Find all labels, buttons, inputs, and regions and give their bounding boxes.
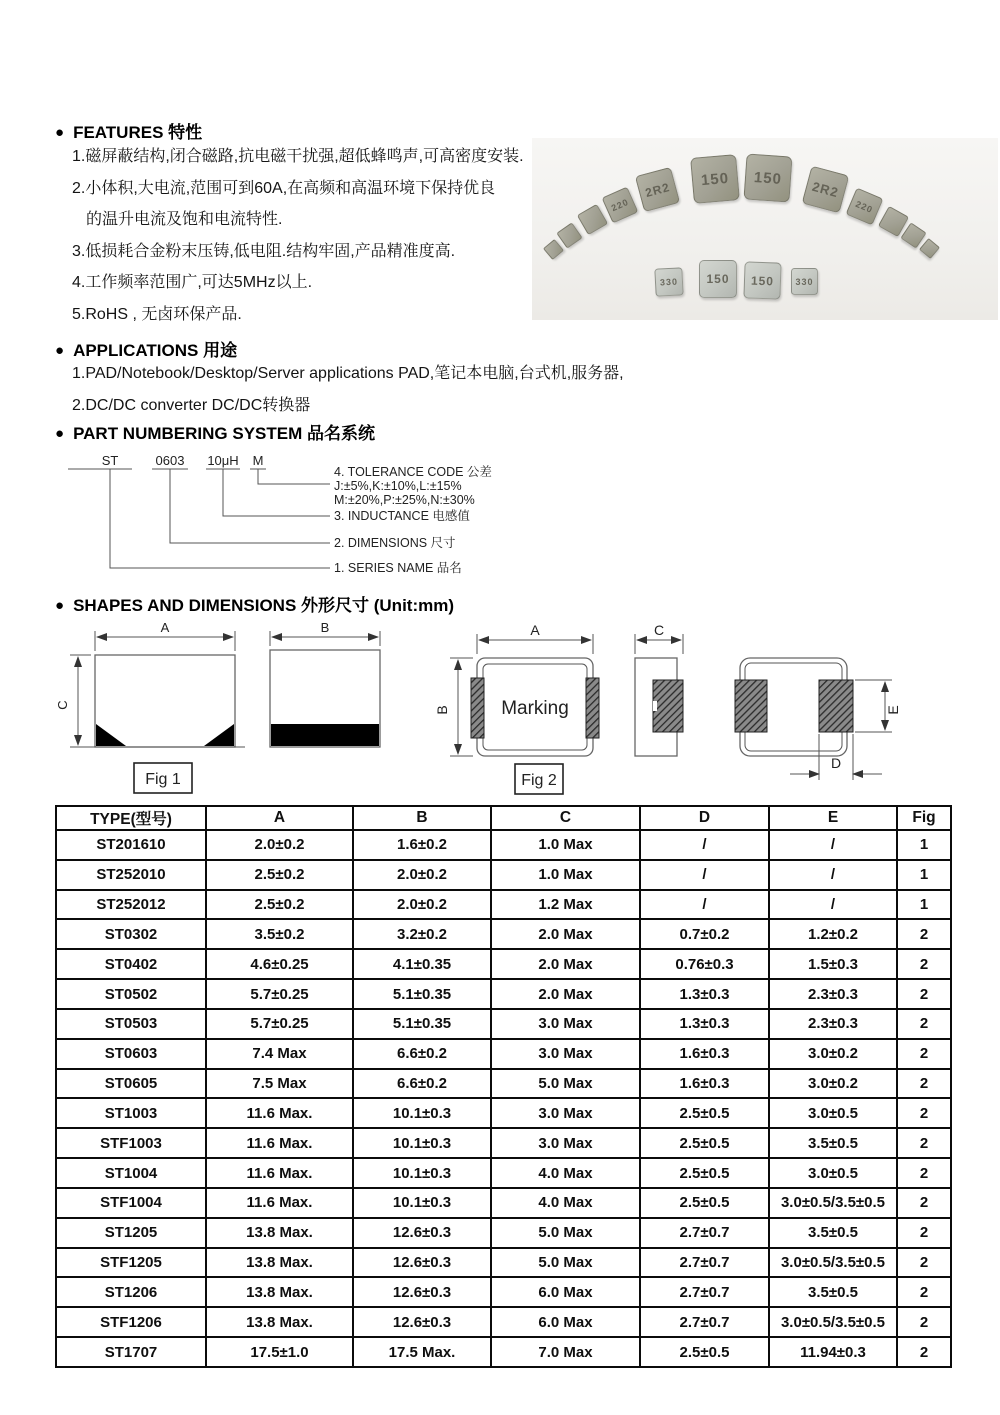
table-cell: 2	[897, 1069, 951, 1099]
fig2-side-notch	[653, 701, 657, 711]
table-cell: 6.6±0.2	[353, 1039, 491, 1069]
table-cell: 5.1±0.35	[353, 979, 491, 1009]
table-cell: 10.1±0.3	[353, 1158, 491, 1188]
table-cell: 7.5 Max	[206, 1069, 353, 1099]
inductor-component	[743, 153, 792, 202]
table-cell: ST0603	[56, 1039, 206, 1069]
table-cell: 6.6±0.2	[353, 1069, 491, 1099]
component-marking: 150	[750, 273, 775, 288]
inductor-component	[654, 267, 683, 296]
table-cell: 2.5±0.5	[640, 1188, 769, 1218]
table-cell: 1	[897, 830, 951, 860]
table-cell: 1.6±0.3	[640, 1039, 769, 1069]
table-cell: 2.0 Max	[491, 979, 640, 1009]
table-cell: STF1003	[56, 1128, 206, 1158]
table-row	[56, 1009, 951, 1039]
table-header-row	[56, 806, 951, 830]
dim-label-a: A	[160, 620, 170, 635]
table-cell: 4.1±0.35	[353, 949, 491, 979]
table-cell: ST252010	[56, 860, 206, 890]
table-cell: 2.5±0.5	[640, 1337, 769, 1367]
product-photo	[532, 138, 998, 320]
dim-label-b: B	[320, 620, 330, 635]
table-cell: /	[640, 830, 769, 860]
fig1-front-outline	[95, 655, 235, 747]
dimensions-table	[55, 805, 952, 1368]
table-cell: 2.0±0.2	[206, 830, 353, 860]
dim-label-c: C	[55, 700, 70, 710]
table-cell: 5.0 Max	[491, 1248, 640, 1278]
table-row	[56, 1128, 951, 1158]
tolerance-callout-line1: J:±5%,K:±10%,L:±15%	[334, 479, 462, 493]
table-cell: 2	[897, 1218, 951, 1248]
fig2-pad-right	[586, 678, 599, 738]
table-cell: 2	[897, 1248, 951, 1278]
bullet-icon: ●	[55, 597, 65, 614]
table-cell: 2.5±0.5	[640, 1128, 769, 1158]
table-cell: 2.3±0.3	[769, 1009, 897, 1039]
table-cell: 2.5±0.5	[640, 1098, 769, 1128]
table-cell: 3.0±0.5	[769, 1098, 897, 1128]
part-numbering-title: PART NUMBERING SYSTEM 品名系统	[73, 424, 375, 443]
table-cell: 3.5±0.2	[206, 919, 353, 949]
table-header-cell: C	[491, 806, 640, 830]
table-cell: 1.5±0.3	[769, 949, 897, 979]
table-cell: 2.5±0.2	[206, 890, 353, 920]
component-marking: 220	[854, 198, 875, 215]
inductor-component	[635, 167, 680, 212]
inductor-component	[845, 187, 883, 225]
table-cell: 1.6±0.2	[353, 830, 491, 860]
inductance-callout: 3. INDUCTANCE 电感值	[334, 509, 470, 523]
table-cell: ST0605	[56, 1069, 206, 1099]
table-cell: 13.8 Max.	[206, 1248, 353, 1278]
table-cell: 2	[897, 1098, 951, 1128]
table-header-cell: Fig	[897, 806, 951, 830]
inductor-component	[919, 238, 940, 259]
table-cell: 5.7±0.25	[206, 979, 353, 1009]
table-cell: 5.1±0.35	[353, 1009, 491, 1039]
table-cell: 4.6±0.25	[206, 949, 353, 979]
table-cell: 3.0±0.5/3.5±0.5	[769, 1307, 897, 1337]
inductor-component	[556, 222, 582, 248]
series-callout: 1. SERIES NAME 品名	[334, 561, 462, 575]
table-cell: ST0302	[56, 919, 206, 949]
table-cell: 1.6±0.3	[640, 1069, 769, 1099]
dim-label-c2: C	[653, 622, 665, 638]
table-row	[56, 1039, 951, 1069]
table-cell: 1.2±0.2	[769, 919, 897, 949]
component-marking: 150	[706, 272, 730, 286]
table-cell: 3.0 Max	[491, 1098, 640, 1128]
table-cell: 2.3±0.3	[769, 979, 897, 1009]
table-cell: 2	[897, 949, 951, 979]
table-row	[56, 919, 951, 949]
table-cell: 2	[897, 979, 951, 1009]
inductor-component	[577, 204, 608, 235]
table-cell: ST201610	[56, 830, 206, 860]
table-cell: STF1004	[56, 1188, 206, 1218]
table-cell: STF1206	[56, 1307, 206, 1337]
fig2-pad-left	[471, 678, 484, 738]
marking-label: Marking	[501, 698, 569, 719]
fig2-caption: Fig 2	[521, 772, 557, 789]
table-row	[56, 860, 951, 890]
table-cell: 11.6 Max.	[206, 1188, 353, 1218]
table-cell: 13.8 Max.	[206, 1277, 353, 1307]
dimensions-callout: 2. DIMENSIONS 尺寸	[334, 536, 456, 550]
feature-item: 4.工作频率范围广,可达5MHz以上.	[72, 274, 313, 291]
table-cell: /	[769, 830, 897, 860]
table-cell: 1	[897, 890, 951, 920]
dim-label-e: E	[885, 705, 901, 715]
table-cell: 3.0±0.2	[769, 1039, 897, 1069]
table-cell: ST1707	[56, 1337, 206, 1367]
table-cell: 2	[897, 1337, 951, 1367]
dim-label-a2: A	[530, 622, 540, 638]
fig1-caption: Fig 1	[145, 771, 181, 788]
feature-item: 3.低损耗合金粉末压铸,低电阻.结构牢固,产品精准度高.	[72, 242, 456, 260]
fig1-side-terminal	[271, 724, 379, 746]
table-cell: 10.1±0.3	[353, 1098, 491, 1128]
table-header-cell: TYPE(型号)	[56, 806, 206, 830]
table-cell: 10.1±0.3	[353, 1128, 491, 1158]
table-cell: 4.0 Max	[491, 1158, 640, 1188]
table-cell: 6.0 Max	[491, 1277, 640, 1307]
inductor-component	[802, 166, 850, 214]
table-cell: 1.2 Max	[491, 890, 640, 920]
component-marking: 220	[609, 196, 631, 214]
part-numbering-heading	[55, 419, 375, 444]
table-cell: 2.7±0.7	[640, 1307, 769, 1337]
table-row	[56, 1188, 951, 1218]
table-cell: 3.0±0.5/3.5±0.5	[769, 1248, 897, 1278]
table-cell: 3.0±0.5/3.5±0.5	[769, 1188, 897, 1218]
feature-item: 1.磁屏蔽结构,闭合磁路,抗电磁干扰强,超低蜂鸣声,可高密度安装.	[72, 148, 524, 165]
table-cell: 12.6±0.3	[353, 1307, 491, 1337]
inductor-component	[543, 239, 564, 260]
feature-item: 的温升电流及饱和电流特性.	[86, 211, 283, 228]
table-row	[56, 1248, 951, 1278]
table-cell: 2	[897, 1128, 951, 1158]
table-cell: 11.94±0.3	[769, 1337, 897, 1367]
table-row	[56, 1337, 951, 1367]
table-cell: 2	[897, 919, 951, 949]
table-cell: 3.2±0.2	[353, 919, 491, 949]
applications-list	[72, 358, 624, 421]
fig2-side-pad	[653, 680, 683, 732]
component-marking: 330	[659, 276, 679, 288]
table-row	[56, 1069, 951, 1099]
table-row	[56, 979, 951, 1009]
component-marking: 150	[753, 168, 783, 188]
inductor-component	[791, 268, 818, 295]
fig2-bottom-pad-left	[735, 680, 767, 732]
application-item: 2.DC/DC converter DC/DC转换器	[72, 396, 311, 414]
table-cell: 12.6±0.3	[353, 1277, 491, 1307]
code-dimensions: 0603	[155, 453, 185, 468]
table-cell: STF1205	[56, 1248, 206, 1278]
table-cell: 1.0 Max	[491, 830, 640, 860]
table-cell: 3.5±0.5	[769, 1128, 897, 1158]
features-heading	[55, 118, 202, 143]
table-cell: 4.0 Max	[491, 1188, 640, 1218]
bullet-icon: ●	[55, 342, 65, 359]
table-cell: ST0502	[56, 979, 206, 1009]
features-list	[72, 141, 524, 330]
table-cell: 3.0 Max	[491, 1009, 640, 1039]
table-cell: 1.3±0.3	[640, 1009, 769, 1039]
table-cell: 3.0 Max	[491, 1128, 640, 1158]
table-cell: 5.0 Max	[491, 1218, 640, 1248]
table-cell: 3.5±0.5	[769, 1277, 897, 1307]
table-cell: 12.6±0.3	[353, 1218, 491, 1248]
shapes-heading	[55, 591, 454, 616]
table-cell: 2.5±0.2	[206, 860, 353, 890]
fig2-bottom-pad-right	[819, 680, 853, 732]
table-cell: 7.0 Max	[491, 1337, 640, 1367]
table-cell: 5.0 Max	[491, 1069, 640, 1099]
table-cell: 3.0 Max	[491, 1039, 640, 1069]
table-cell: /	[769, 860, 897, 890]
inductor-component	[602, 187, 639, 224]
table-cell: 17.5 Max.	[353, 1337, 491, 1367]
table-cell: 2.7±0.7	[640, 1248, 769, 1278]
feature-item: 2.小体积,大电流,范围可到60A,在高频和高温环境下保持优良	[72, 179, 496, 197]
table-cell: ST1206	[56, 1277, 206, 1307]
table-cell: 2.0 Max	[491, 949, 640, 979]
table-cell: ST1004	[56, 1158, 206, 1188]
table-cell: 2	[897, 1039, 951, 1069]
inductor-component	[699, 260, 737, 298]
table-row	[56, 1277, 951, 1307]
table-row	[56, 1218, 951, 1248]
dimension-figures	[40, 618, 960, 804]
feature-item: 5.RoHS , 无卤环保产品.	[72, 305, 242, 323]
table-row	[56, 890, 951, 920]
table-cell: 3.5±0.5	[769, 1218, 897, 1248]
table-row	[56, 1158, 951, 1188]
inductor-component	[690, 154, 740, 204]
shapes-title: SHAPES AND DIMENSIONS 外形尺寸 (Unit:mm)	[73, 596, 455, 615]
table-cell: 17.5±1.0	[206, 1337, 353, 1367]
table-cell: 2.0 Max	[491, 919, 640, 949]
dim-label-b2: B	[434, 705, 450, 715]
table-cell: 2.7±0.7	[640, 1218, 769, 1248]
component-marking: 150	[700, 169, 730, 189]
fig1-terminal-left	[96, 724, 126, 746]
dim-label-d: D	[830, 755, 842, 771]
table-header-cell: A	[206, 806, 353, 830]
application-item: 1.PAD/Notebook/Desktop/Server applications PAD,笔记本电脑,台式机,服务器,	[72, 365, 624, 382]
table-cell: 2	[897, 1009, 951, 1039]
table-header-cell: B	[353, 806, 491, 830]
code-series: ST	[101, 453, 119, 468]
table-cell: 7.4 Max	[206, 1039, 353, 1069]
table-cell: 0.76±0.3	[640, 949, 769, 979]
table-cell: 3.0±0.2	[769, 1069, 897, 1099]
component-marking: 2R2	[810, 178, 841, 201]
table-cell: 3.0±0.5	[769, 1158, 897, 1188]
fig1-terminal-right	[204, 724, 234, 746]
dimensions-table-body	[56, 830, 951, 1367]
component-marking: 330	[795, 276, 814, 287]
table-cell: 1	[897, 860, 951, 890]
table-cell: 1.3±0.3	[640, 979, 769, 1009]
table-cell: 0.7±0.2	[640, 919, 769, 949]
table-cell: 13.8 Max.	[206, 1218, 353, 1248]
table-header-cell: E	[769, 806, 897, 830]
bullet-icon: ●	[55, 425, 65, 442]
tolerance-callout-title: 4. TOLERANCE CODE 公差	[334, 465, 492, 479]
table-row	[56, 949, 951, 979]
table-cell: ST252012	[56, 890, 206, 920]
component-marking: 2R2	[643, 179, 672, 200]
table-cell: ST0503	[56, 1009, 206, 1039]
table-header-cell: D	[640, 806, 769, 830]
tolerance-callout-line2: M:±20%,P:±25%,N:±30%	[334, 493, 475, 507]
table-cell: 11.6 Max.	[206, 1098, 353, 1128]
table-cell: 12.6±0.3	[353, 1248, 491, 1278]
table-row	[56, 1307, 951, 1337]
table-cell: ST1003	[56, 1098, 206, 1128]
table-cell: 11.6 Max.	[206, 1158, 353, 1188]
table-cell: 6.0 Max	[491, 1307, 640, 1337]
features-title: FEATURES 特性	[73, 123, 203, 142]
table-cell: 5.7±0.25	[206, 1009, 353, 1039]
table-cell: /	[640, 860, 769, 890]
table-row	[56, 830, 951, 860]
table-cell: 2	[897, 1307, 951, 1337]
table-cell: ST0402	[56, 949, 206, 979]
table-cell: /	[769, 890, 897, 920]
table-cell: 2	[897, 1188, 951, 1218]
table-cell: 2.5±0.5	[640, 1158, 769, 1188]
inductor-component	[743, 261, 781, 299]
table-cell: ST1205	[56, 1218, 206, 1248]
table-cell: 13.8 Max.	[206, 1307, 353, 1337]
applications-title: APPLICATIONS 用途	[73, 341, 238, 360]
code-inductance: 10μH	[207, 453, 239, 468]
table-cell: 1.0 Max	[491, 860, 640, 890]
table-cell: 2	[897, 1158, 951, 1188]
table-cell: 11.6 Max.	[206, 1128, 353, 1158]
table-cell: 2.7±0.7	[640, 1277, 769, 1307]
table-cell: /	[640, 890, 769, 920]
table-cell: 10.1±0.3	[353, 1188, 491, 1218]
table-cell: 2.0±0.2	[353, 860, 491, 890]
table-cell: 2.0±0.2	[353, 890, 491, 920]
code-tolerance: M	[252, 453, 264, 468]
table-row	[56, 1098, 951, 1128]
table-cell: 2	[897, 1277, 951, 1307]
bullet-icon: ●	[55, 124, 65, 141]
part-numbering-diagram	[60, 448, 560, 590]
